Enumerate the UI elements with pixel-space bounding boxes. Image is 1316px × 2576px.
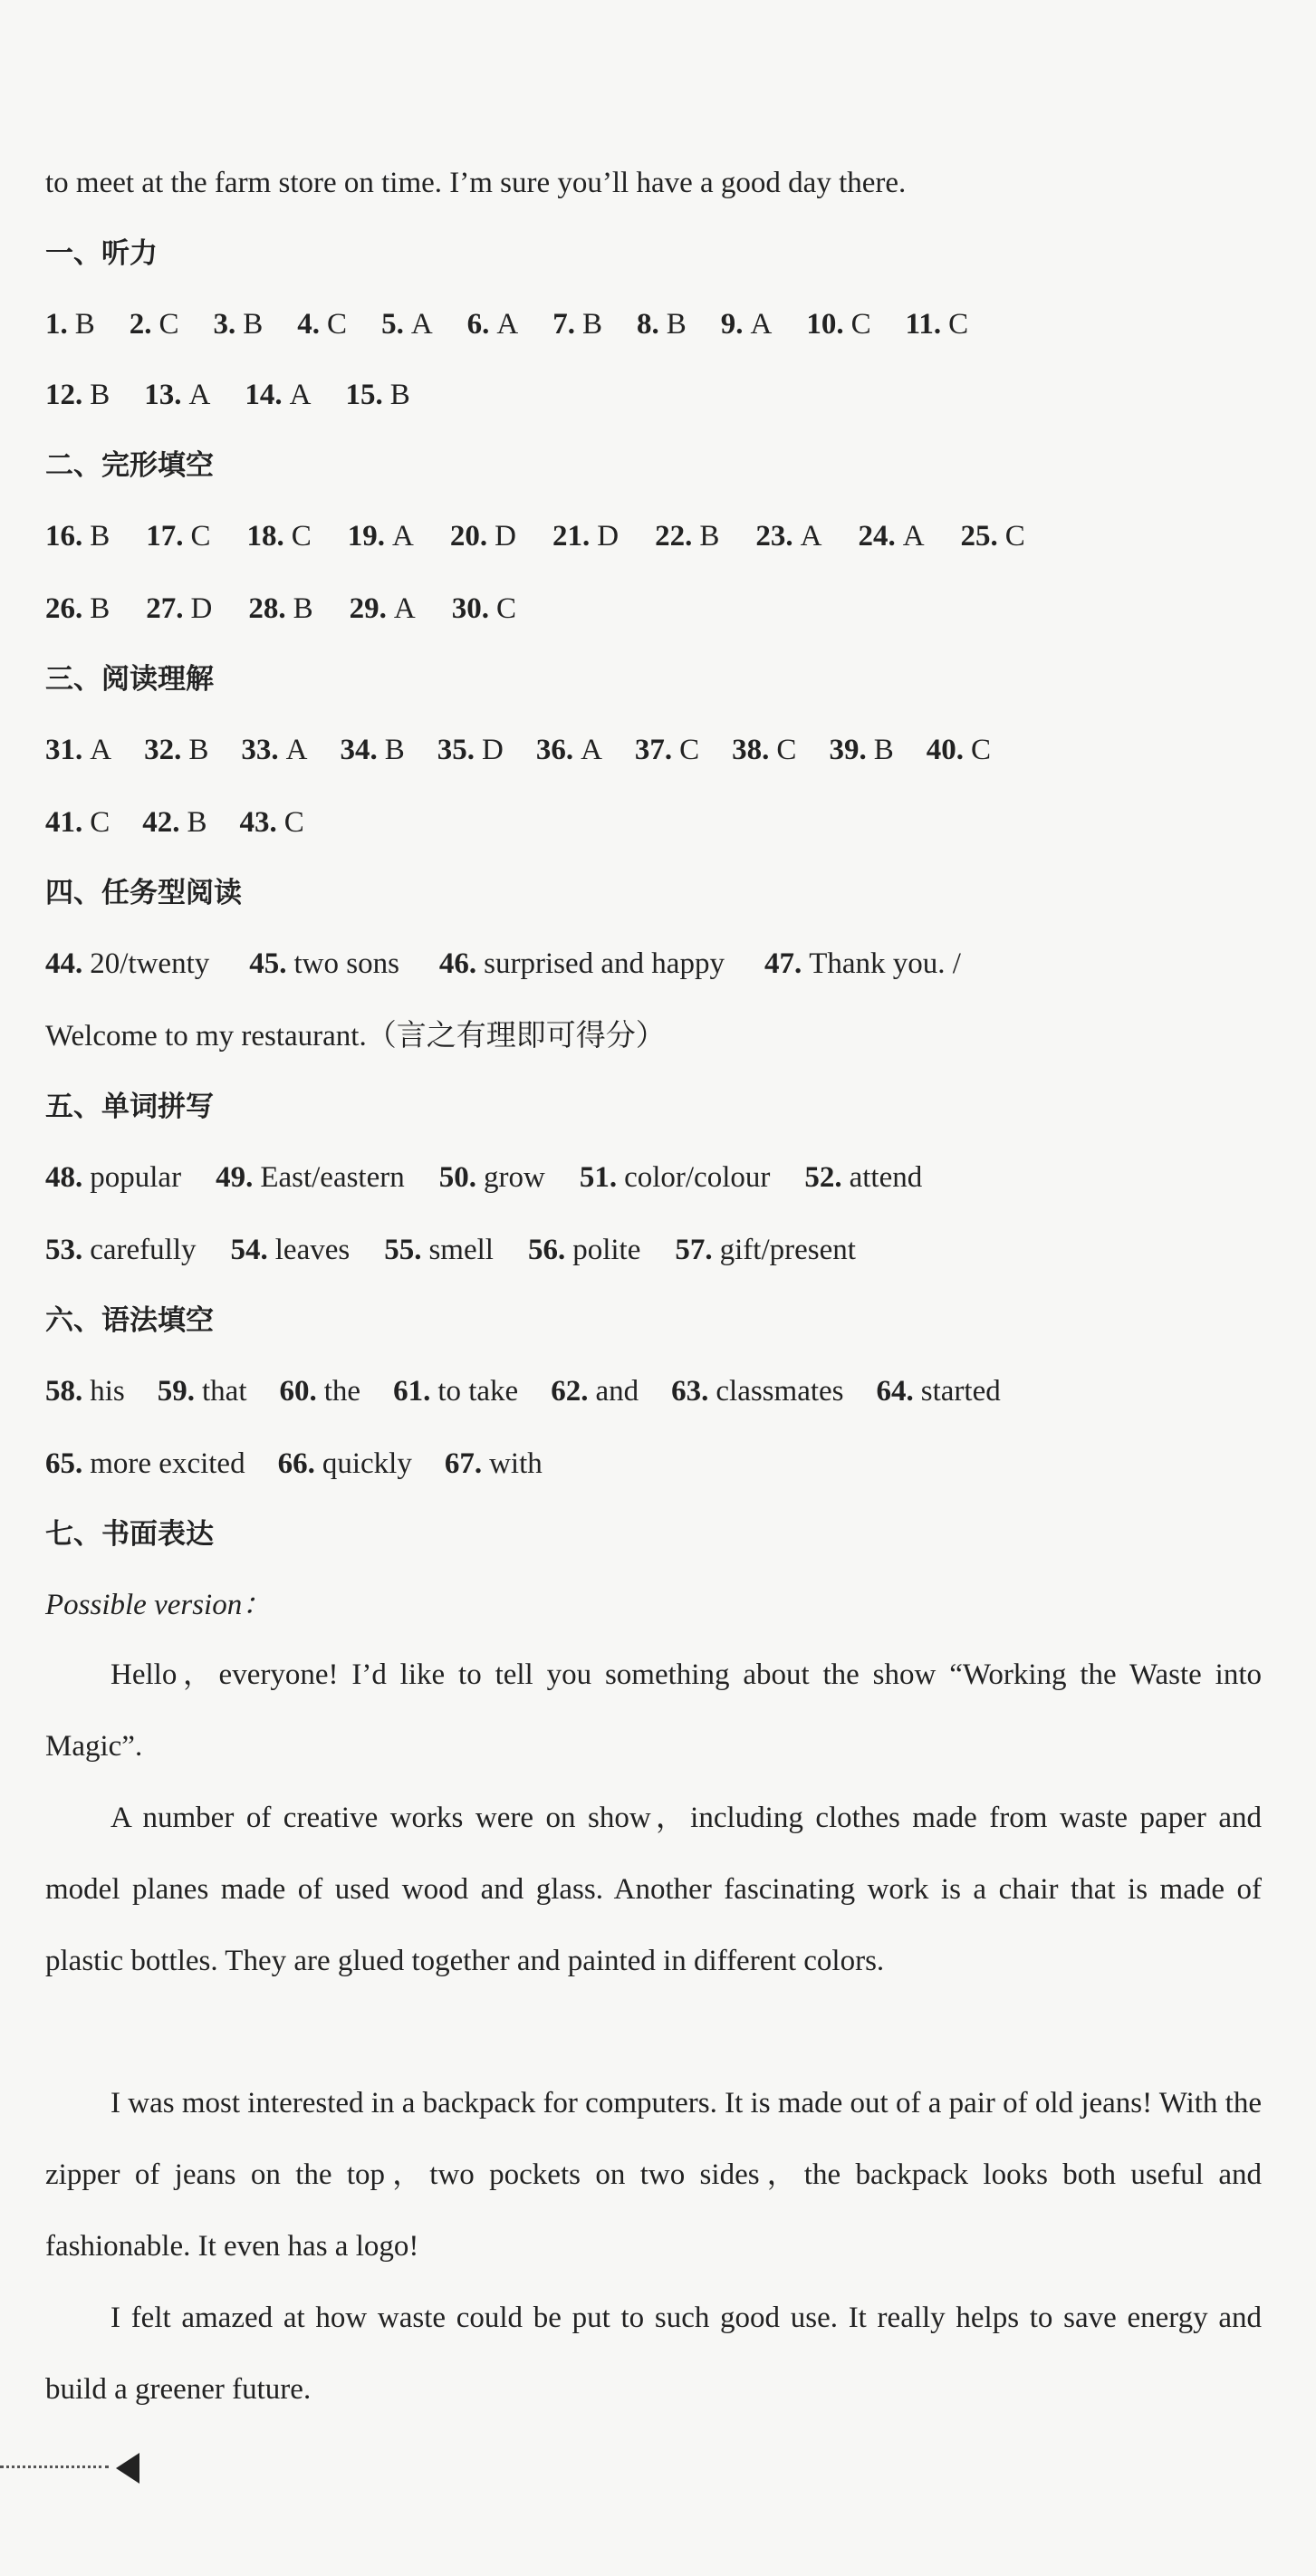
answer-item: [45, 730, 111, 770]
answer-value: B: [187, 806, 207, 839]
answer-item: [829, 730, 893, 770]
question-number: 14.: [245, 379, 283, 411]
question-number: 6.: [466, 308, 490, 341]
answer-value: B: [873, 734, 894, 766]
answer-value: polite: [572, 1234, 641, 1266]
answer-item: [806, 304, 870, 344]
question-number: 64.: [876, 1375, 914, 1408]
answer-item: [381, 304, 433, 344]
question-number: 2.: [129, 308, 152, 341]
answer-value: A: [581, 734, 602, 766]
answer-item: [130, 304, 179, 344]
question-number: 47.: [764, 947, 802, 980]
answer-value: A: [188, 379, 211, 411]
answer-value: C: [970, 734, 991, 766]
section-title-grammar: 六、语法填空: [45, 1304, 214, 1337]
answer-item: [144, 730, 208, 770]
answer-value: A: [393, 592, 416, 625]
question-number: 28.: [248, 592, 286, 625]
question-number: 60.: [279, 1375, 317, 1408]
question-number: 7.: [552, 308, 575, 341]
answer-item: [45, 304, 95, 344]
question-number: 10.: [806, 308, 844, 341]
question-number: 40.: [926, 734, 964, 766]
question-number: 58.: [45, 1375, 83, 1408]
question-number: 23.: [755, 520, 793, 553]
answer-item: [240, 803, 304, 842]
possible-version-label: Possible version：: [45, 1589, 273, 1621]
question-number: 66.: [277, 1447, 315, 1480]
answer-item: [249, 944, 399, 984]
answer-value: C: [776, 734, 797, 766]
answer-item: [528, 1230, 640, 1270]
question-number: 32.: [144, 734, 182, 766]
question-number: 42.: [142, 806, 180, 839]
question-number: 21.: [552, 520, 591, 553]
question-number: 59.: [157, 1375, 196, 1408]
answer-value: Thank you. /: [809, 947, 961, 980]
answer-item: [248, 589, 312, 629]
answer-value: the: [323, 1375, 361, 1408]
answer-value: 20/twenty: [90, 947, 210, 980]
answer-value: C: [90, 806, 110, 839]
answer-value: D: [597, 520, 620, 553]
answer-item: [345, 375, 409, 415]
answer-item: [45, 1158, 181, 1197]
answer-item: [450, 516, 516, 556]
question-number: 22.: [655, 520, 693, 553]
question-number: 45.: [249, 947, 287, 980]
answer-value: C: [190, 520, 211, 553]
answer-row: [45, 304, 1280, 344]
question-number: 49.: [216, 1161, 254, 1194]
answer-item: [551, 1371, 639, 1411]
intro-line: to meet at the farm store on time. I’m sure you’ll have a good day there.: [45, 167, 907, 199]
question-number: 29.: [349, 592, 387, 625]
answer-item: [144, 375, 210, 415]
question-number: 46.: [438, 947, 477, 980]
answer-item: [142, 803, 207, 842]
answer-value: smell: [428, 1234, 494, 1266]
answer-value: B: [666, 308, 687, 341]
question-number: 63.: [671, 1375, 709, 1408]
answer-value: gift/present: [719, 1234, 856, 1266]
answer-row: [45, 1371, 1280, 1411]
essay-paragraph: I was most interested in a backpack for computers. It is made out of a pair of old jeans! With the zipper of jeans on the top，two pockets on two sides，the backpack looks both useful and fashionable. It even has a logo!: [45, 2087, 1262, 2263]
question-number: 37.: [634, 734, 673, 766]
answer-item: [340, 730, 404, 770]
question-number: 27.: [146, 592, 184, 625]
answer-value: A: [902, 520, 925, 553]
answer-item: [45, 803, 110, 842]
answer-value: A: [800, 520, 822, 553]
section-title-writing: 七、书面表达: [45, 1518, 214, 1551]
answer-value: C: [948, 308, 969, 341]
question-number: 17.: [146, 520, 184, 553]
question-number: 38.: [732, 734, 770, 766]
question-number: 44.: [45, 947, 83, 980]
question-number: 41.: [45, 806, 83, 839]
answer-item: [437, 730, 504, 770]
question-number: 19.: [347, 520, 386, 553]
answer-value: surprised and happy: [484, 947, 725, 980]
question-number: 48.: [45, 1161, 83, 1194]
question-number: 35.: [437, 734, 475, 766]
answer-row: [45, 375, 1280, 415]
answer-item: [350, 589, 416, 629]
question-number: 26.: [45, 592, 83, 625]
answer-item: [755, 516, 821, 556]
answer-value: A: [289, 379, 312, 411]
answer-item: [536, 730, 602, 770]
question-number: 34.: [340, 734, 378, 766]
answer-value: C: [158, 308, 179, 341]
answer-item: [552, 516, 619, 556]
answer-value: D: [481, 734, 504, 766]
question-number: 12.: [45, 379, 83, 411]
answer-row: [45, 1444, 1280, 1484]
answer-item: [384, 1230, 494, 1270]
answer-item: [439, 1158, 545, 1197]
question-number: 62.: [551, 1375, 589, 1408]
answer-value: East/eastern: [260, 1161, 405, 1194]
answer-value: that: [202, 1375, 247, 1408]
question-number: 39.: [829, 734, 867, 766]
left-triangle-icon: [116, 2453, 139, 2484]
answer-value: to take: [437, 1375, 519, 1408]
question-number: 11.: [905, 308, 942, 341]
answer-item: [671, 1371, 843, 1411]
answer-item: [247, 516, 312, 556]
question-number: 8.: [637, 308, 659, 341]
answer-item: [635, 730, 699, 770]
answer-value: B: [90, 379, 110, 411]
question-number: 9.: [720, 308, 744, 341]
question-number: 25.: [960, 520, 998, 553]
question-number: 56.: [527, 1234, 566, 1266]
question-number: 36.: [535, 734, 574, 766]
question-number: 54.: [230, 1234, 268, 1266]
answer-item: [245, 375, 311, 415]
answer-item: [241, 730, 307, 770]
question-number: 20.: [449, 520, 488, 553]
answer-item: [280, 1371, 361, 1411]
answer-item: [721, 304, 773, 344]
answer-item: [961, 516, 1025, 556]
answer-item: [45, 1230, 197, 1270]
answer-value: two sons: [293, 947, 399, 980]
answer-item: [552, 304, 602, 344]
answer-value: D: [190, 592, 213, 625]
answer-value: and: [595, 1375, 639, 1408]
section-title-task-reading: 四、任务型阅读: [45, 877, 242, 909]
answer-value: B: [188, 734, 209, 766]
answer-item: [146, 589, 212, 629]
essay-paragraph: A number of creative works were on show，including clothes made from waste paper and model planes made of used wood and glass. Another fascinating work is a chair that is made of plastic bottles. They are glued together and painted in different colors.: [45, 1802, 1262, 1977]
question-number: 31.: [45, 734, 83, 766]
answer-item: [45, 589, 110, 629]
answer-item: [732, 730, 796, 770]
answer-value: leaves: [274, 1234, 351, 1266]
answer-value: C: [495, 592, 516, 625]
answer-item: [231, 1230, 351, 1270]
answer-value: color/colour: [624, 1161, 771, 1194]
question-number: 24.: [858, 520, 896, 553]
section-title-listening: 一、听力: [45, 237, 158, 270]
essay-paragraph: I felt amazed at how waste could be put to such good use. It really helps to save energy and build a greener future.: [45, 2302, 1262, 2406]
answer-item: [278, 1444, 412, 1484]
answer-row: [45, 944, 1280, 984]
answer-value: quickly: [322, 1447, 412, 1480]
answer-value: carefully: [90, 1234, 197, 1266]
answer-item: [214, 304, 264, 344]
answer-value: C: [679, 734, 700, 766]
answer-row: [45, 803, 1280, 842]
question-number: 50.: [438, 1161, 476, 1194]
section-title-cloze: 二、完形填空: [45, 449, 214, 482]
answer-item: [146, 516, 210, 556]
answer-item: [858, 516, 924, 556]
answer-item: [45, 375, 110, 415]
answer-value: B: [699, 520, 720, 553]
answer-item: [655, 516, 719, 556]
answer-value: B: [389, 379, 410, 411]
answer-value: B: [90, 592, 110, 625]
question-number: 18.: [246, 520, 284, 553]
question-number: 43.: [239, 806, 277, 839]
question-number: 57.: [675, 1234, 713, 1266]
answer-item: [45, 516, 110, 556]
answer-value: A: [750, 308, 773, 341]
answer-value: C: [327, 308, 348, 341]
answer-value: B: [74, 308, 95, 341]
answer-row: [45, 1230, 1280, 1270]
answer-value: A: [410, 308, 433, 341]
answer-item: [348, 516, 414, 556]
answer-value: B: [293, 592, 313, 625]
answer-item: [804, 1158, 922, 1197]
answer-value: B: [582, 308, 603, 341]
answer-value: D: [495, 520, 516, 553]
answer-value: popular: [90, 1161, 182, 1194]
answer-item: [906, 304, 968, 344]
answer-item: [927, 730, 991, 770]
answer-value: started: [920, 1375, 1001, 1408]
answer-item: [216, 1158, 405, 1197]
answer-item: [158, 1371, 247, 1411]
answer-item: [445, 1444, 543, 1484]
question-number: 51.: [579, 1161, 618, 1194]
question-number: 33.: [241, 734, 279, 766]
answer-row: [45, 1158, 1280, 1197]
essay-paragraph: Hello，everyone! I’d like to tell you something about the show “Working the Waste into Magic”.: [45, 1658, 1262, 1763]
answer-value: B: [384, 734, 405, 766]
answer-value: A: [90, 734, 112, 766]
answer-row: [45, 730, 1280, 770]
answer-value: with: [489, 1447, 543, 1480]
answer-item: [877, 1371, 1001, 1411]
section-title-reading: 三、阅读理解: [45, 663, 214, 696]
answer-item: [637, 304, 687, 344]
answer-value: A: [285, 734, 308, 766]
answer-value: C: [291, 520, 312, 553]
answer-value: C: [1004, 520, 1025, 553]
answer-item: [467, 304, 519, 344]
answer-row: [45, 516, 1280, 556]
question-number: 15.: [345, 379, 383, 411]
answer-item: [45, 944, 209, 984]
question-number: 55.: [384, 1234, 422, 1266]
answer-value: A: [392, 520, 414, 553]
answer-value: his: [90, 1375, 125, 1408]
question-number: 13.: [144, 379, 182, 411]
answer-value: B: [90, 520, 110, 553]
answer-item: [580, 1158, 771, 1197]
answer-value: C: [850, 308, 871, 341]
answer-value: C: [283, 806, 304, 839]
question-number: 67.: [444, 1447, 483, 1480]
question-number: 3.: [213, 308, 236, 341]
dotted-rule: [0, 2465, 109, 2468]
answer-value: B: [243, 308, 264, 341]
answer-continuation: Welcome to my restaurant.（言之有理即可得分）: [45, 1020, 666, 1053]
question-number: 16.: [45, 520, 83, 553]
answer-item: [393, 1371, 518, 1411]
question-number: 52.: [804, 1161, 842, 1194]
question-number: 1.: [45, 308, 68, 341]
answer-item: [439, 944, 725, 984]
answer-row: [45, 589, 1280, 629]
answer-value: A: [496, 308, 519, 341]
section-title-spelling: 五、单词拼写: [45, 1091, 214, 1123]
question-number: 30.: [451, 592, 489, 625]
answer-item: [764, 944, 961, 984]
question-number: 5.: [381, 308, 404, 341]
answer-item: [675, 1230, 856, 1270]
answer-value: grow: [484, 1161, 545, 1194]
question-number: 61.: [393, 1375, 431, 1408]
answer-item: [452, 589, 516, 629]
question-number: 4.: [297, 308, 321, 341]
answer-value: attend: [849, 1161, 923, 1194]
answer-item: [297, 304, 347, 344]
answer-value: more excited: [90, 1447, 245, 1480]
answer-value: classmates: [716, 1375, 844, 1408]
question-number: 53.: [45, 1234, 83, 1266]
question-number: 65.: [45, 1447, 83, 1480]
answer-item: [45, 1371, 125, 1411]
answer-item: [45, 1444, 245, 1484]
